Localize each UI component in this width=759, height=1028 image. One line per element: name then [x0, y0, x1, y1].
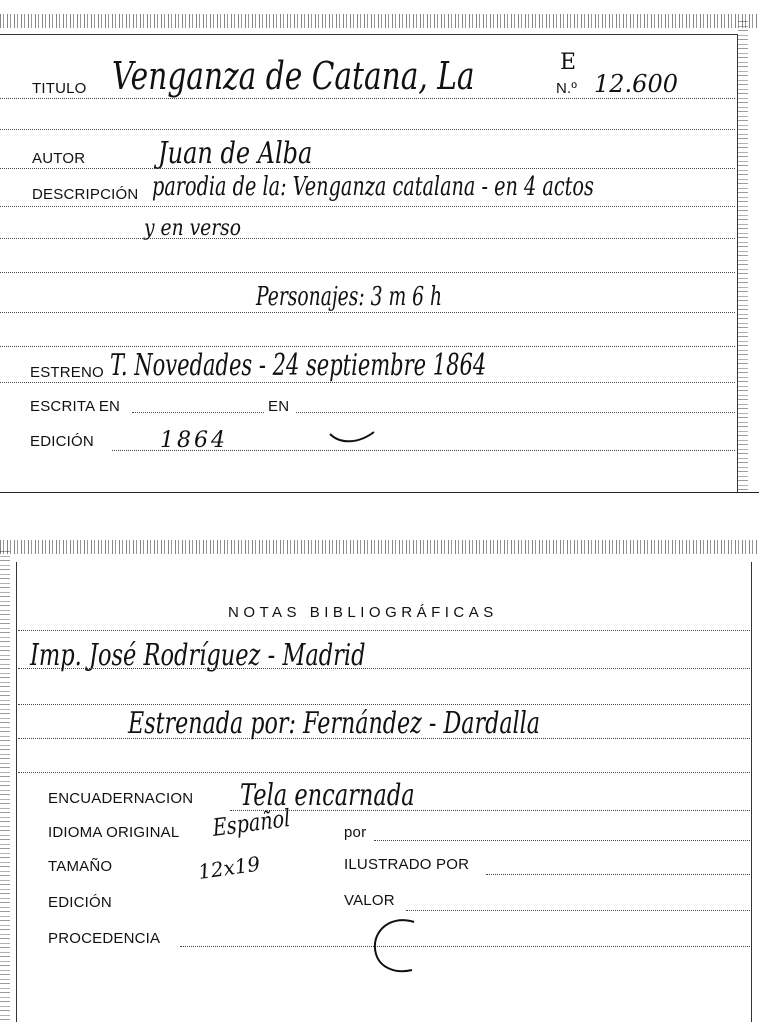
dotted-rule: [18, 772, 750, 773]
note-line-1: Imp. José Rodríguez - Madrid: [30, 638, 366, 673]
titulo-value: Venganza de Catana, La: [112, 54, 475, 98]
card-border-noise: [0, 540, 759, 554]
dotted-rule: [18, 668, 750, 669]
dotted-rule: [0, 312, 735, 313]
valor-label: VALOR: [344, 892, 395, 909]
escrita-en-label: ESCRITA EN: [30, 398, 121, 415]
en-field: [296, 412, 735, 413]
titulo-label: TITULO: [32, 80, 87, 97]
por-label: por: [344, 824, 367, 841]
pen-stroke-mark: [366, 916, 422, 978]
escrita-en-field: [132, 412, 264, 413]
dotted-rule: [406, 910, 750, 911]
descripcion-label: DESCRIPCIÓN: [32, 186, 139, 203]
dotted-rule: [0, 129, 735, 130]
card-border-noise: [0, 14, 759, 28]
dotted-rule: [0, 98, 735, 99]
descripcion-value-line1: parodia de la: Venganza catalana - en 4 actos: [152, 172, 594, 202]
edicion-field: [112, 450, 735, 451]
numero-value: 12.600: [594, 70, 678, 98]
catalog-card-bottom: [0, 540, 759, 1028]
procedencia-label: PROCEDENCIA: [48, 930, 161, 947]
dotted-rule: [180, 946, 750, 947]
titulo-superscript: E: [560, 50, 577, 75]
dotted-rule: [0, 346, 735, 347]
idioma-value: Español: [211, 804, 292, 842]
card-side-noise: [738, 20, 748, 490]
dotted-rule: [18, 630, 750, 631]
tamano-label: TAMAÑO: [48, 858, 113, 875]
pen-stroke-mark: [328, 424, 380, 446]
card-side-noise: [0, 550, 10, 1020]
dotted-rule: [230, 810, 750, 811]
edicion-bottom-label: EDICIÓN: [48, 894, 112, 911]
en-label: EN: [268, 398, 290, 415]
dotted-rule: [0, 238, 735, 239]
note-line-2: Estrenada por: Fernández - Dardalla: [128, 706, 540, 741]
dotted-rule: [0, 168, 735, 169]
edicion-value: 1864: [160, 428, 228, 453]
autor-value: Juan de Alba: [158, 136, 313, 171]
dotted-rule: [18, 738, 750, 739]
dotted-rule: [0, 382, 735, 383]
encuadernacion-label: ENCUADERNACION: [48, 790, 194, 807]
catalog-card-top: [0, 0, 759, 494]
dotted-rule: [18, 704, 750, 705]
card-divider: [0, 492, 759, 493]
dotted-rule: [486, 874, 750, 875]
dotted-rule: [374, 840, 750, 841]
autor-label: AUTOR: [32, 150, 86, 167]
edicion-label: EDICIÓN: [30, 433, 94, 450]
idioma-label: IDIOMA ORIGINAL: [48, 824, 180, 841]
notas-heading: NOTAS BIBLIOGRÁFICAS: [228, 604, 498, 621]
dotted-rule: [0, 206, 735, 207]
tamano-value: 12x19: [196, 851, 262, 884]
ilustrado-label: ILUSTRADO POR: [344, 856, 470, 873]
dotted-rule: [0, 272, 735, 273]
encuadernacion-value: Tela encarnada: [240, 778, 415, 813]
descripcion-value-line2: y en verso: [144, 216, 241, 241]
numero-label: N.º: [556, 80, 578, 97]
personajes-value: Personajes: 3 m 6 h: [256, 282, 443, 312]
estreno-label: ESTRENO: [30, 364, 104, 381]
estreno-value: T. Novedades - 24 septiembre 1864: [110, 348, 487, 383]
